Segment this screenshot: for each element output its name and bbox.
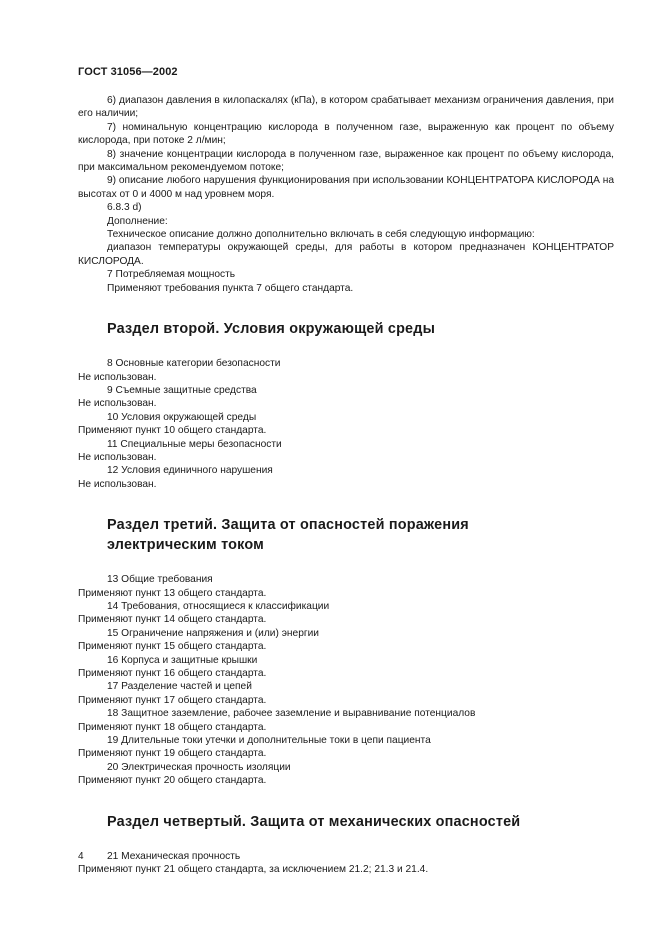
clause-21-text: Применяют пункт 21 общего стандарта, за исключением 21.2; 21.3 и 21.4.: [78, 864, 429, 876]
clause-10-heading: 10 Условия окружающей среды: [107, 411, 257, 423]
addendum-temperature-range: диапазон температуры окружающей среды, для работы в котором предназначен КОНЦЕНТРАТОР КИСЛОРОДА.: [78, 242, 614, 267]
clause-12-text: Не использован.: [78, 478, 157, 490]
addendum-label: Дополнение:: [107, 215, 168, 227]
paragraph-item-8: 8) значение концентрации кислорода в полученном газе, выраженное как процент по объему кислорода, при максимальном рекомендуемом потоке;: [78, 148, 614, 174]
section-3-title-line-2: электрическим током: [107, 537, 265, 554]
clause-14-text: Применяют пункт 14 общего стандарта.: [78, 614, 267, 626]
section-2-title: Раздел второй. Условия окружающей среды: [107, 321, 436, 338]
clause-12-heading: 12 Условия единичного нарушения: [107, 465, 273, 477]
clause-20-text: Применяют пункт 20 общего стандарта.: [78, 775, 267, 787]
paragraph-item-6: 6) диапазон давления в килопаскалях (кПа), в котором срабатывает механизм ограничения давления, при его наличии;: [78, 95, 614, 120]
clause-15-heading: 15 Ограничение напряжения и (или) энергии: [107, 627, 319, 639]
clause-11-text: Не использован.: [78, 451, 157, 463]
page-number: 4: [78, 851, 84, 862]
clause-14-heading: 14 Требования, относящиеся к классификации: [107, 600, 330, 612]
paragraph-item-9: 9) описание любого нарушения функционирования при использовании КОНЦЕНТРАТОРА КИСЛОРОДА на высотах от 0 и 4000 м над уровнем моря.: [78, 175, 615, 200]
clause-6-8-3-d: 6.8.3 d): [107, 202, 142, 214]
clause-13-text: Применяют пункт 13 общего стандарта.: [78, 587, 267, 599]
clause-19-heading: 19 Длительные токи утечки и дополнительные токи в цепи пациента: [107, 735, 431, 747]
clause-7-heading: 7 Потребляемая мощность: [107, 269, 236, 281]
clause-18-text: Применяют пункт 18 общего стандарта.: [78, 721, 267, 733]
clause-13-heading: 13 Общие требования: [107, 574, 213, 586]
section-4-title: Раздел четвертый. Защита от механических опасностей: [107, 813, 521, 830]
clause-19-text: Применяют пункт 19 общего стандарта.: [78, 748, 267, 760]
clause-9-text: Не использован.: [78, 398, 157, 410]
clause-16-text: Применяют пункт 16 общего стандарта.: [78, 668, 267, 679]
clause-18-heading: 18 Защитное заземление, рабочее заземление и выравнивание потенциалов: [107, 708, 476, 720]
clause-20-heading: 20 Электрическая прочность изоляции: [107, 761, 291, 773]
clause-16-heading: 16 Корпуса и защитные крышки: [107, 654, 258, 666]
document-header: ГОСТ 31056—2002: [78, 66, 178, 78]
page-body: [78, 94, 614, 876]
clause-17-heading: 17 Разделение частей и цепей: [107, 681, 252, 693]
clause-8-heading: 8 Основные категории безопасности: [107, 358, 281, 370]
addendum-intro: Техническое описание должно дополнительно включать в себя следующую информацию:: [107, 229, 535, 241]
clause-8-text: Не использован.: [78, 371, 157, 383]
paragraph-item-7: 7) номинальную концентрацию кислорода в полученном газе, выраженную как процент по объему кислорода, при потоке 2 л/мин;: [78, 121, 614, 147]
clause-15-text: Применяют пункт 15 общего стандарта.: [78, 641, 267, 653]
clause-7-text: Применяют требования пункта 7 общего стандарта.: [107, 282, 354, 294]
clause-9-heading: 9 Съемные защитные средства: [107, 384, 257, 396]
section-3-title-line-1: Раздел третий. Защита от опасностей поражения: [107, 517, 469, 534]
section-3-title: [107, 515, 614, 555]
clause-11-heading: 11 Специальные меры безопасности: [107, 438, 282, 450]
clause-17-text: Применяют пункт 17 общего стандарта.: [78, 694, 267, 706]
clause-10-text: Применяют пункт 10 общего стандарта.: [78, 425, 267, 437]
clause-21-heading: 21 Механическая прочность: [107, 850, 241, 862]
